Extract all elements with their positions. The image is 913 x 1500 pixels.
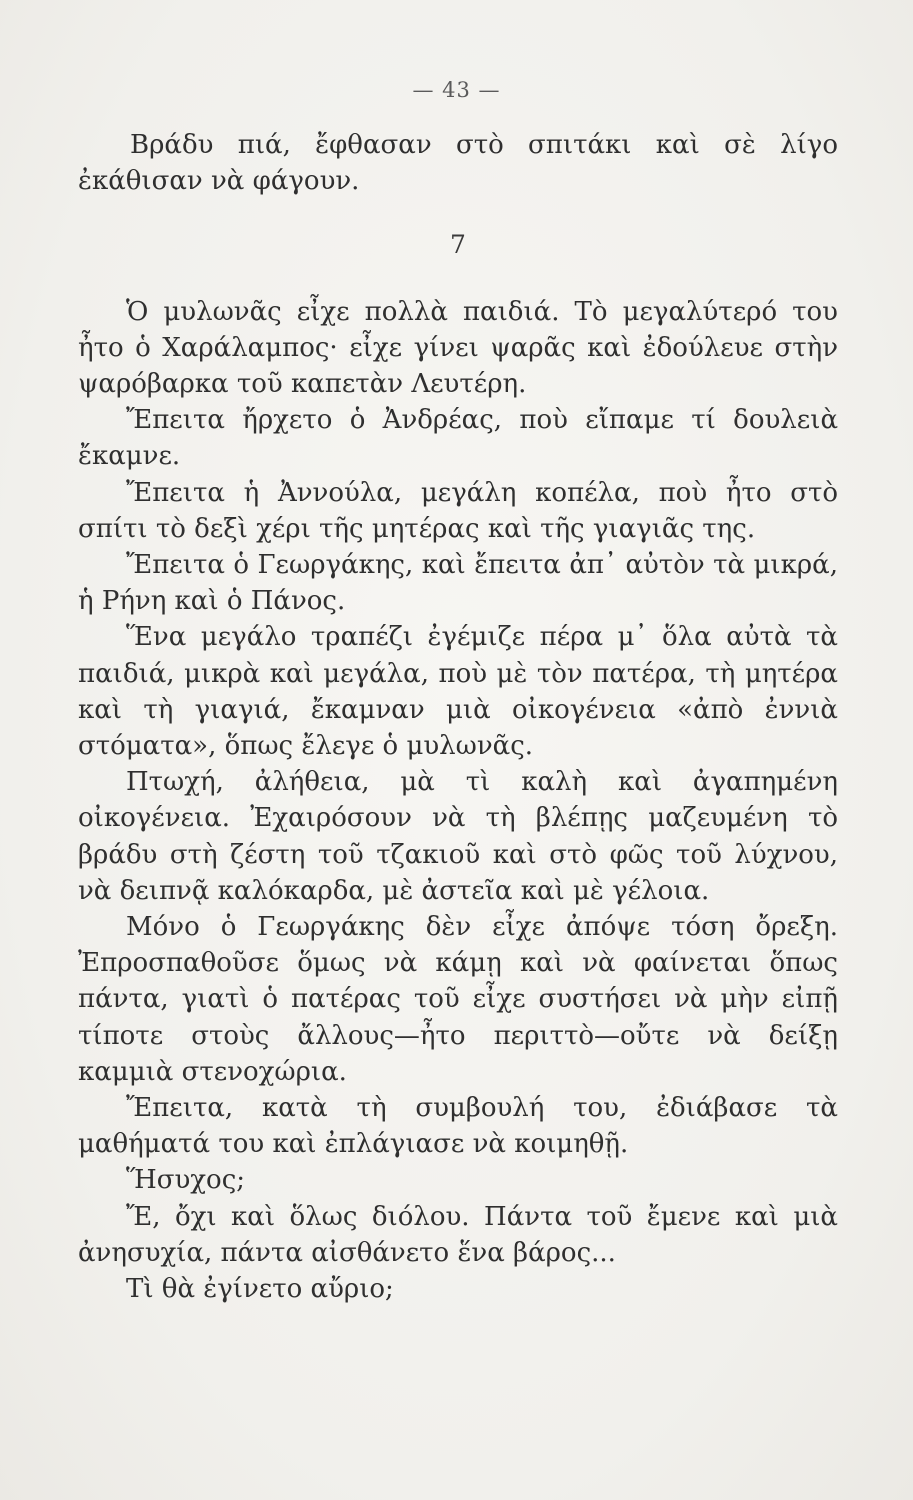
paragraph: Ἕνα μεγάλο τραπέζι ἐγέμιζε πέρα μ᾽ ὅλα αὐτὰ τὰ παιδιά, μικρὰ καὶ μεγάλα, ποὺ μὲ τὸν πατέρα, τὴ μητέρα καὶ τὴ γιαγιά, ἔκαμναν μιὰ οἰκογένεια «ἀπὸ ἐννιὰ στόματα», ὅπως ἔλεγε ὁ μυλωνᾶς. [78,622,838,762]
paragraph: Τὶ θὰ ἐγίνετο αὔριο; [126,1274,394,1305]
section-number: 7 [450,230,466,260]
paragraph: Ἔ, ὄχι καὶ ὅλως διόλου. Πάντα τοῦ ἔμενε καὶ μιὰ ἀνησυχία, πάντα αἰσθάνετο ἕνα βάρος... [78,1201,838,1268]
paragraph: Ὁ μυλωνᾶς εἶχε πολλὰ παιδιά. Τὸ μεγαλύτερό του ἦτο ὁ Χαράλαμπος· εἶχε γίνει ψαρᾶς καὶ ἐδούλευε στὴν ψαρόβαρκα τοῦ καπετὰν Λευτέρη. [78,296,838,400]
paragraph: Μόνο ὁ Γεωργάκης δὲν εἶχε ἀπόψε τόση ὄρεξη. Ἐπροσπαθοῦσε ὅμως νὰ κάμῃ καὶ νὰ φαίνεται ὅπως πάντα, γιατὶ ὁ πατέρας τοῦ εἶχε συστήσει νὰ μὴν εἰπῇ τίποτε στοὺς ἄλλους—ἦτο περιττὸ—οὔτε νὰ δείξῃ καμμιὰ στενοχώρια. [78,912,838,1087]
paragraph: Ἔπειτα ἡ Ἀννούλα, μεγάλη κοπέλα, ποὺ ἦτο στὸ σπίτι τὸ δεξὶ χέρι τῆς μητέρας καὶ τῆς γιαγιᾶς της. [78,477,838,544]
body-text [78,127,838,1307]
page-number: — 43 — [412,78,501,102]
paragraph: Ἔπειτα ἤρχετο ὁ Ἀνδρέας, ποὺ εἴπαμε τί δουλειὰ ἔκαμνε. [78,405,838,472]
paragraph: Ἔπειτα, κατὰ τὴ συμβουλή του, ἐδιάβασε τὰ μαθήματά του καὶ ἐπλάγιασε νὰ κοιμηθῇ. [78,1093,838,1160]
paragraph: Ἔπειτα ὁ Γεωργάκης, καὶ ἔπειτα ἀπ᾽ αὐτὸν τὰ μικρά, ἡ Ρήνη καὶ ὁ Πάνος. [78,550,838,617]
paragraph: Πτωχή, ἀλήθεια, μὰ τὶ καλὴ καὶ ἀγαπημένη οἰκογένεια. Ἐχαιρόσουν νὰ τὴ βλέπῃς μαζευμένη τὸ βράδυ στὴ ζέστη τοῦ τζακιοῦ καὶ στὸ φῶς τοῦ λύχνου, νὰ δειπνᾷ καλόκαρδα, μὲ ἀστεῖα καὶ μὲ γέλοια. [78,767,838,906]
paragraph-intro: Βράδυ πιά, ἔφθασαν στὸ σπιτάκι καὶ σὲ λίγο ἐκάθισαν νὰ φάγουν. [78,130,838,197]
paragraph: Ἥσυχος; [126,1165,246,1196]
